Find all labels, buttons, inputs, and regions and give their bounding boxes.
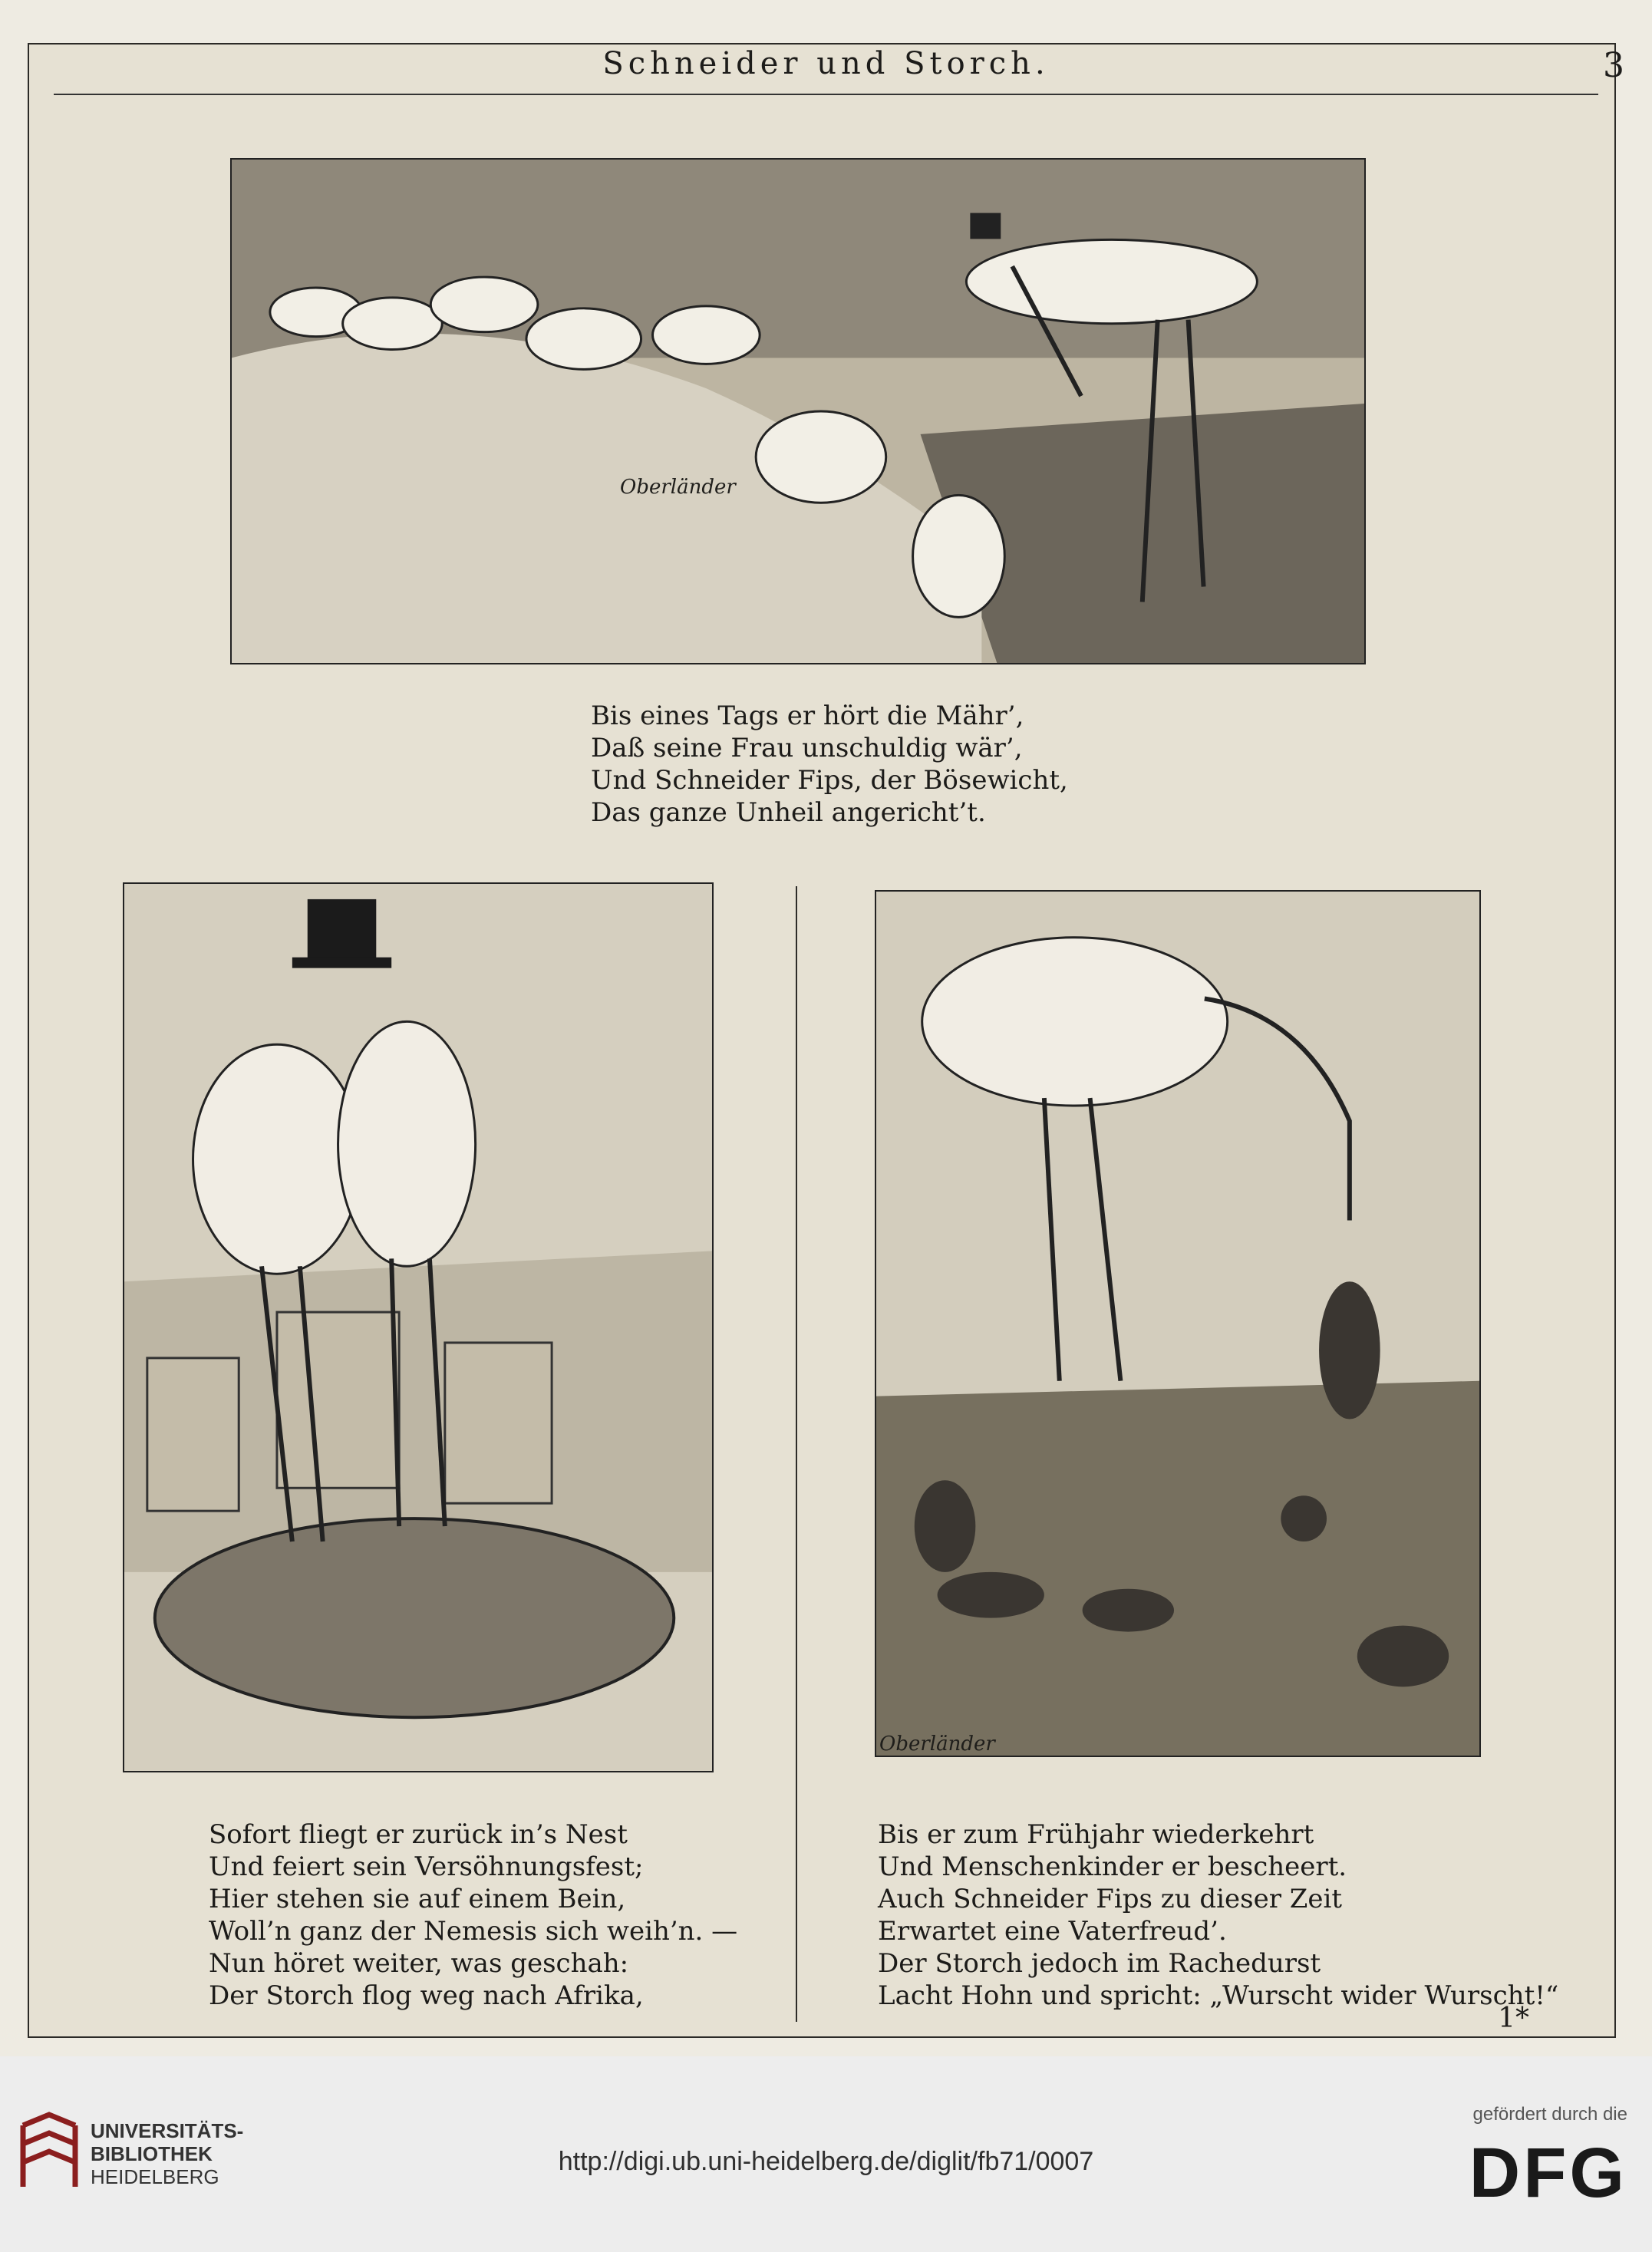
verse-line: Und Menschenkinder er bescheert. xyxy=(878,1851,1347,1882)
storks-nest-drawing xyxy=(124,884,712,1771)
illustration-storks-nest xyxy=(123,882,714,1772)
verse-line: Auch Schneider Fips zu dieser Zeit xyxy=(878,1884,1343,1914)
page-header xyxy=(0,46,1652,100)
verse-line: Und feiert sein Versöhnungsfest; xyxy=(209,1851,644,1882)
verse-line: Nun höret weiter, was geschah: xyxy=(209,1948,629,1979)
verse-line: Bis eines Tags er hört die Mähr’, xyxy=(591,701,1024,731)
library-name-line: HEIDELBERG xyxy=(91,2165,219,2188)
viewer-footer xyxy=(0,2056,1652,2252)
verse-line: Und Schneider Fips, der Bösewicht, xyxy=(591,765,1068,796)
verse-line: Daß seine Frau unschuldig wär’, xyxy=(591,733,1023,763)
verse-line: Woll’n ganz der Nemesis sich weih’n. — xyxy=(209,1916,738,1947)
verse-line: Hier stehen sie auf einem Bein, xyxy=(209,1884,626,1914)
funded-by-label: gefördert durch die xyxy=(1472,2104,1627,2125)
top-illustration-signature: Oberländer xyxy=(620,476,736,499)
right-illustration-signature: Oberländer xyxy=(879,1733,995,1756)
illustration-ducks-and-stork xyxy=(230,158,1366,664)
illustration-stork-and-children xyxy=(875,890,1481,1757)
verse-line: Das ganze Unheil angericht’t. xyxy=(591,797,986,828)
verse-top xyxy=(591,700,1068,829)
running-title: Schneider und Storch. xyxy=(602,46,1050,81)
library-name-line: BIBLIOTHEK xyxy=(91,2142,213,2165)
sheet-signature: 1* xyxy=(1498,2003,1529,2034)
verse-line: Der Storch jedoch im Rachedurst xyxy=(878,1948,1321,1979)
header-rule xyxy=(54,94,1598,95)
permalink-url[interactable]: http://digi.ub.uni-heidelberg.de/diglit/fb71/0007 xyxy=(558,2147,1094,2176)
dfg-logo[interactable]: DFG xyxy=(1469,2134,1627,2212)
verse-line: Bis er zum Frühjahr wiederkehrt xyxy=(878,1819,1314,1850)
verse-left xyxy=(209,1818,737,2012)
verse-right xyxy=(878,1818,1558,2012)
ducks-and-stork-drawing xyxy=(232,160,1364,663)
stork-and-children-drawing xyxy=(876,892,1479,1756)
column-divider xyxy=(796,886,797,2022)
library-name-line: UNIVERSITÄTS- xyxy=(91,2119,244,2142)
verse-line: Sofort fliegt er zurück in’s Nest xyxy=(209,1819,628,1850)
verse-line: Lacht Hohn und spricht: „Wurscht wider Wurscht!“ xyxy=(878,1980,1559,2011)
verse-line: Der Storch flog weg nach Afrika, xyxy=(209,1980,644,2011)
page-number: 3 xyxy=(1603,46,1624,85)
verse-line: Erwartet eine Vaterfreud’. xyxy=(878,1916,1227,1947)
